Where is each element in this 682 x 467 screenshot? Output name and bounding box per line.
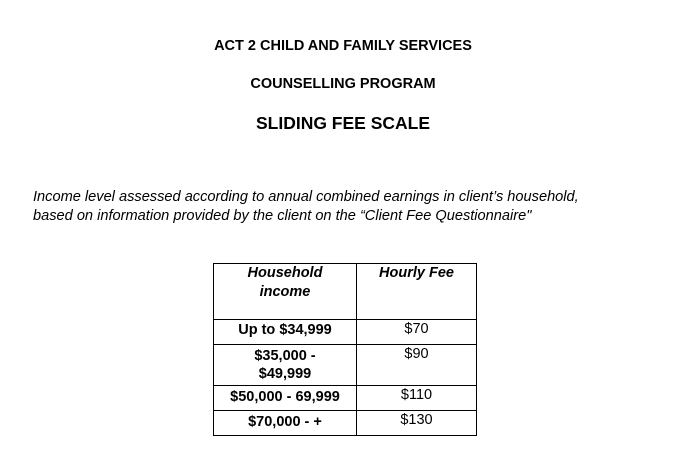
intro-line-1: Income level assessed according to annual combined earnings in client’s household, — [33, 189, 579, 205]
table-row — [214, 345, 477, 386]
program-title: COUNSELLING PROGRAM — [250, 76, 436, 92]
fee-cell: $70 — [357, 320, 477, 345]
income-cell — [214, 411, 357, 436]
income-line-2: $49,999 — [258, 366, 312, 382]
income-cell — [214, 386, 357, 411]
table-header-row — [214, 264, 477, 320]
fee-cell: $130 — [357, 411, 477, 436]
income-line-1: $35,000 - — [254, 348, 316, 364]
header-hourly-fee: Hourly Fee — [357, 264, 477, 320]
table-row — [214, 411, 477, 436]
header-household-income — [214, 264, 357, 320]
fee-table — [213, 263, 477, 436]
income-line-1: Up to $34,999 — [238, 322, 332, 338]
income-line-1: $50,000 - 69,999 — [230, 389, 340, 405]
table-row — [214, 386, 477, 411]
page-title: SLIDING FEE SCALE — [255, 113, 431, 133]
table-row — [214, 320, 477, 345]
fee-cell: $110 — [357, 386, 477, 411]
income-line-1: $70,000 - + — [248, 414, 322, 430]
organization-title: ACT 2 CHILD AND FAMILY SERVICES — [214, 38, 472, 54]
header-income-line-1: Household — [247, 265, 323, 281]
income-cell — [214, 320, 357, 345]
header-income-line-2: income — [259, 284, 311, 300]
intro-paragraph — [33, 188, 673, 226]
fee-cell: $90 — [357, 345, 477, 386]
income-cell — [214, 345, 357, 386]
intro-line-2: based on information provided by the client on the “Client Fee Questionnaire" — [33, 208, 532, 224]
